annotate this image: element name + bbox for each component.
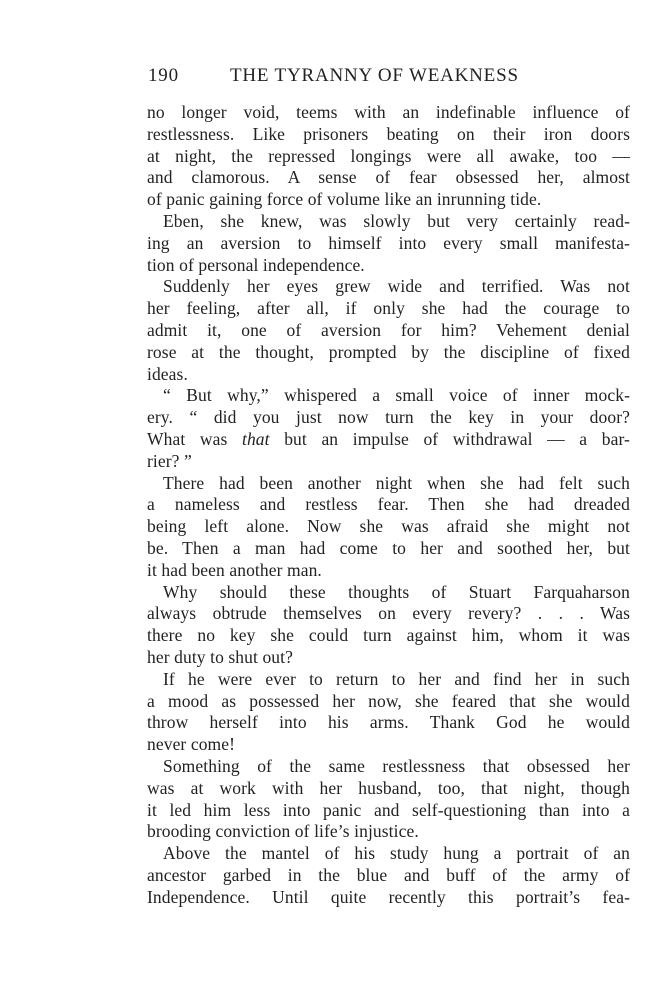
text-line: Independence. Until quite recently this portrait’s fea- bbox=[147, 886, 630, 907]
text-line: If he were ever to return to her and find her in such bbox=[163, 668, 630, 689]
text-line: a nameless and restless fear. Then she had dreaded bbox=[147, 494, 630, 515]
text-line: no longer void, teems with an indefinable influence of bbox=[147, 102, 630, 122]
text-line: Above the mantel of his study hung a portrait of an bbox=[163, 843, 630, 864]
text-line: a mood as possessed her now, she feared that she would bbox=[147, 690, 630, 711]
text-line: Eben, she knew, was slowly but very certainly read- bbox=[163, 210, 630, 231]
text-line: What was that but an impulse of withdrawal — a bar- bbox=[147, 428, 630, 449]
text-line: never come! bbox=[147, 734, 236, 755]
text-line: ideas. bbox=[147, 363, 188, 384]
text-line: her duty to shut out? bbox=[147, 646, 293, 667]
italic-word: that bbox=[241, 428, 270, 449]
text-line: Something of the same restlessness that obsessed her bbox=[163, 755, 630, 776]
text-line: rose at the thought, prompted by the discipline of fixed bbox=[147, 341, 630, 362]
body-text bbox=[147, 102, 630, 908]
text-line: rier? ” bbox=[147, 450, 192, 471]
text-line: it led him less into panic and self-questioning than into a bbox=[147, 799, 630, 820]
text-line: ery. “ did you just now turn the key in your door? bbox=[147, 407, 630, 428]
text-line: her feeling, after all, if only she had the courage to bbox=[147, 298, 630, 319]
text-line: There had been another night when she had felt such bbox=[163, 472, 630, 493]
text-line: and clamorous. A sense of fear obsessed her, almost bbox=[147, 167, 630, 188]
text-line: tion of personal independence. bbox=[147, 254, 365, 275]
text-line: Why should these thoughts of Stuart Farquaharson bbox=[163, 581, 630, 602]
text-line: be. Then a man had come to her and soothed her, but bbox=[147, 537, 630, 558]
page-header bbox=[148, 63, 630, 89]
text-line: Suddenly her eyes grew wide and terrified. Was not bbox=[163, 276, 630, 297]
text-line: admit it, one of aversion for him? Vehement denial bbox=[147, 319, 630, 340]
text-line: being left alone. Now she was afraid she might not bbox=[147, 516, 630, 537]
text-line: “ But why,” whispered a small voice of inner mock- bbox=[163, 385, 630, 406]
text-line: of panic gaining force of volume like an inrunning tide. bbox=[147, 189, 542, 210]
text-line: ancestor garbed in the blue and buff of the army of bbox=[147, 864, 630, 885]
text-line: throw herself into his arms. Thank God he would bbox=[147, 712, 630, 733]
running-title: THE TYRANNY OF WEAKNESS bbox=[230, 65, 519, 86]
text-line: brooding conviction of life’s injustice. bbox=[147, 821, 419, 842]
text-line: was at work with her husband, too, that night, though bbox=[147, 777, 630, 798]
text-line: always obtrude themselves on every revery? . . . Was bbox=[147, 603, 630, 624]
text-line: there no key she could turn against him, whom it was bbox=[147, 625, 630, 646]
text-line: restlessness. Like prisoners beating on their iron doors bbox=[147, 123, 630, 144]
page-number: 190 bbox=[148, 65, 179, 86]
text-line: ing an aversion to himself into every small manifesta- bbox=[147, 232, 630, 253]
text-line: at night, the repressed longings were all awake, too — bbox=[147, 145, 630, 166]
text-line: it had been another man. bbox=[147, 559, 322, 580]
